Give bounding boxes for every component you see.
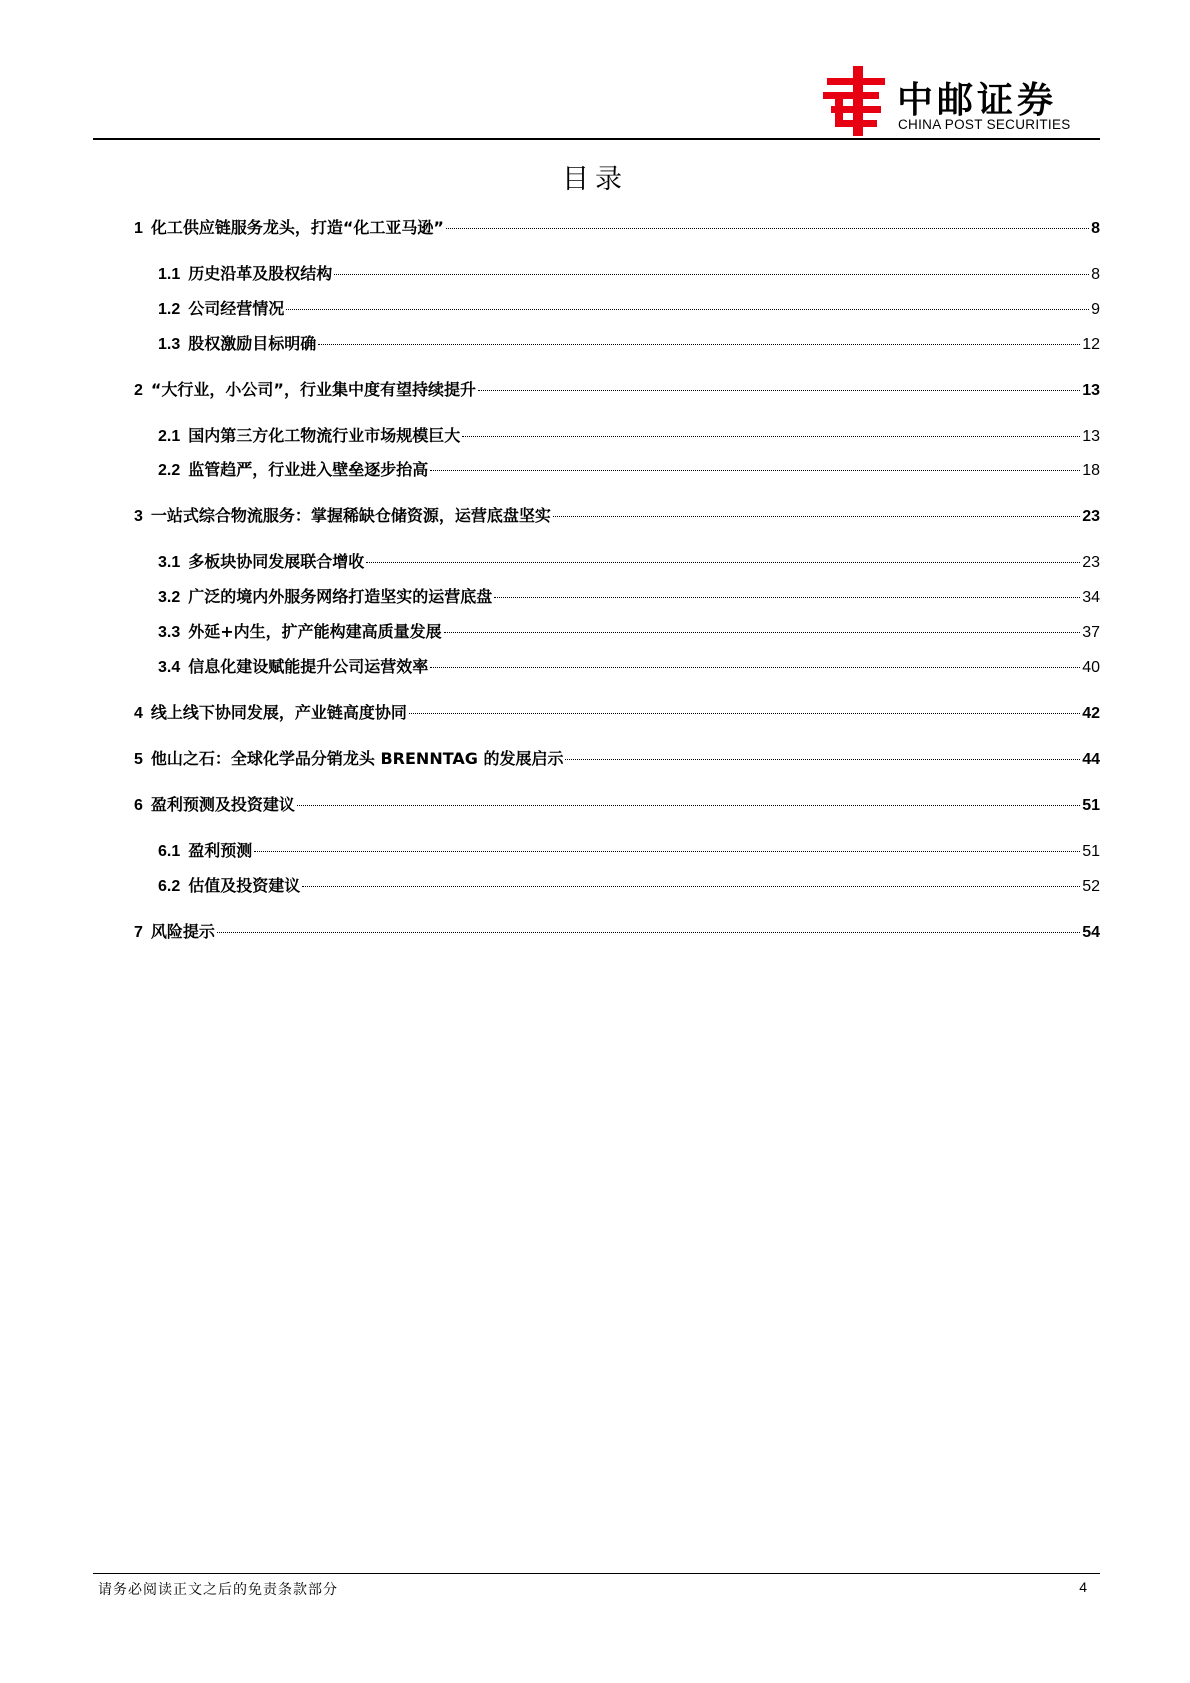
toc-entry[interactable] <box>134 550 1100 574</box>
toc-leader-dots <box>553 516 1080 517</box>
toc-leader-dots <box>366 562 1080 563</box>
toc-entry[interactable] <box>134 332 1100 356</box>
toc-entry[interactable] <box>134 297 1100 321</box>
toc-entry[interactable] <box>134 216 1100 240</box>
toc-entry-number: 1.3 <box>158 336 181 353</box>
toc-leader-dots <box>217 932 1080 933</box>
footer-divider <box>93 1573 1100 1574</box>
toc-entry-title: 线上线下协同发展，产业链高度协同 <box>150 703 407 722</box>
toc-entry-title: 他山之石：全球化学品分销龙头 BRENNTAG 的发展启示 <box>150 749 564 768</box>
toc-entry-title: 估值及投资建议 <box>188 876 301 895</box>
toc-entry-page: 13 <box>1082 382 1100 399</box>
toc-entry-number: 6 <box>134 797 143 814</box>
toc-entry[interactable] <box>134 839 1100 863</box>
footer-disclaimer: 请务必阅读正文之后的免责条款部分 <box>98 1582 338 1598</box>
toc-entry-number: 3 <box>134 508 143 525</box>
toc-entry-page: 12 <box>1082 336 1100 353</box>
toc-entry-title: 盈利预测 <box>188 841 253 860</box>
toc-leader-dots <box>430 470 1080 471</box>
toc-entry-number: 5 <box>134 751 143 768</box>
toc-entry-number: 1.2 <box>158 301 181 318</box>
toc-entry[interactable] <box>134 262 1100 286</box>
toc-leader-dots <box>430 667 1080 668</box>
toc-leader-dots <box>302 886 1080 887</box>
toc-entry-page: 34 <box>1082 589 1100 606</box>
toc-entry-title: 外延+内生，扩产能构建高质量发展 <box>188 622 442 641</box>
china-post-logo-icon <box>823 66 887 136</box>
toc-entry-number: 3.3 <box>158 624 181 641</box>
toc-entry-page: 44 <box>1082 751 1100 768</box>
toc-entry[interactable] <box>134 874 1100 898</box>
toc-leader-dots <box>254 851 1080 852</box>
toc-entry[interactable] <box>134 701 1100 725</box>
toc-leader-dots <box>478 390 1080 391</box>
toc-entry[interactable] <box>134 504 1100 528</box>
toc-entry-title: 历史沿革及股权结构 <box>188 264 333 283</box>
toc-entry-title: 多板块协同发展联合增收 <box>188 552 365 571</box>
toc-entry[interactable] <box>134 585 1100 609</box>
toc-leader-dots <box>565 759 1080 760</box>
toc-entry-number: 4 <box>134 705 143 722</box>
toc-entry[interactable] <box>134 424 1100 448</box>
toc-entry[interactable] <box>134 793 1100 817</box>
toc-entry-page: 40 <box>1082 659 1100 676</box>
toc-entry-number: 3.4 <box>158 659 181 676</box>
toc-entry-number: 2 <box>134 382 143 399</box>
toc-leader-dots <box>297 805 1080 806</box>
toc-leader-dots <box>446 228 1089 229</box>
toc-leader-dots <box>334 274 1089 275</box>
toc-entry-page: 9 <box>1091 301 1100 318</box>
toc-entry[interactable] <box>134 620 1100 644</box>
footer-page-number: 4 <box>1079 1579 1087 1595</box>
logo-chinese-name: 中邮证券 <box>897 80 1058 121</box>
toc-entry[interactable] <box>134 920 1100 944</box>
toc-entry-title: 国内第三方化工物流行业市场规模巨大 <box>188 426 461 445</box>
toc-entry-page: 18 <box>1082 462 1100 479</box>
toc-entry-title: 股权激励目标明确 <box>188 334 317 353</box>
toc-entry-title: 信息化建设赋能提升公司运营效率 <box>188 657 429 676</box>
toc-entry-number: 3.1 <box>158 554 181 571</box>
toc-entry-page: 51 <box>1082 797 1100 814</box>
toc-entry-number: 2.1 <box>158 428 181 445</box>
toc-entry-page: 8 <box>1091 266 1100 283</box>
toc-entry-number: 3.2 <box>158 589 181 606</box>
toc-entry-title: 盈利预测及投资建议 <box>150 795 295 814</box>
toc-entry-page: 52 <box>1082 878 1100 895</box>
toc-entry-number: 2.2 <box>158 462 181 479</box>
toc-entry-title: 风险提示 <box>150 922 215 941</box>
toc-entry-title: 化工供应链服务龙头，打造“化工亚马逊” <box>150 218 444 237</box>
toc-entry-page: 23 <box>1082 554 1100 571</box>
toc-leader-dots <box>318 344 1080 345</box>
toc-entry[interactable] <box>134 655 1100 679</box>
toc-entry[interactable] <box>134 747 1100 771</box>
toc-entry-title: 监管趋严，行业进入壁垒逐步抬高 <box>188 460 429 479</box>
toc-leader-dots <box>409 713 1080 714</box>
toc-leader-dots <box>286 309 1089 310</box>
toc-leader-dots <box>462 436 1080 437</box>
toc-entry-title: “大行业，小公司”，行业集中度有望持续提升 <box>150 380 476 399</box>
toc-entry-page: 37 <box>1082 624 1100 641</box>
toc-entry-number: 1 <box>134 220 143 237</box>
toc-entry-title: 广泛的境内外服务网络打造坚实的运营底盘 <box>188 587 493 606</box>
company-logo <box>823 66 1093 138</box>
toc-entry-page: 23 <box>1082 508 1100 525</box>
toc-leader-dots <box>444 632 1081 633</box>
toc-entry[interactable] <box>134 378 1100 402</box>
toc-entry-page: 8 <box>1091 220 1100 237</box>
toc-entry-title: 一站式综合物流服务：掌握稀缺仓储资源，运营底盘坚实 <box>150 506 551 525</box>
toc-entry-page: 42 <box>1082 705 1100 722</box>
logo-english-name: CHINA POST SECURITIES <box>898 117 1071 132</box>
toc-entry-title: 公司经营情况 <box>188 299 285 318</box>
toc-entry-number: 1.1 <box>158 266 181 283</box>
toc-entry-page: 54 <box>1082 924 1100 941</box>
toc-entry-number: 6.2 <box>158 878 181 895</box>
toc-entry-number: 7 <box>134 924 143 941</box>
toc-entry[interactable] <box>134 458 1100 482</box>
toc-entry-page: 51 <box>1082 843 1100 860</box>
header-divider <box>93 138 1100 140</box>
toc-entry-page: 13 <box>1082 428 1100 445</box>
page-title: 目录 <box>562 164 628 195</box>
toc-leader-dots <box>494 597 1080 598</box>
toc-entry-number: 6.1 <box>158 843 181 860</box>
